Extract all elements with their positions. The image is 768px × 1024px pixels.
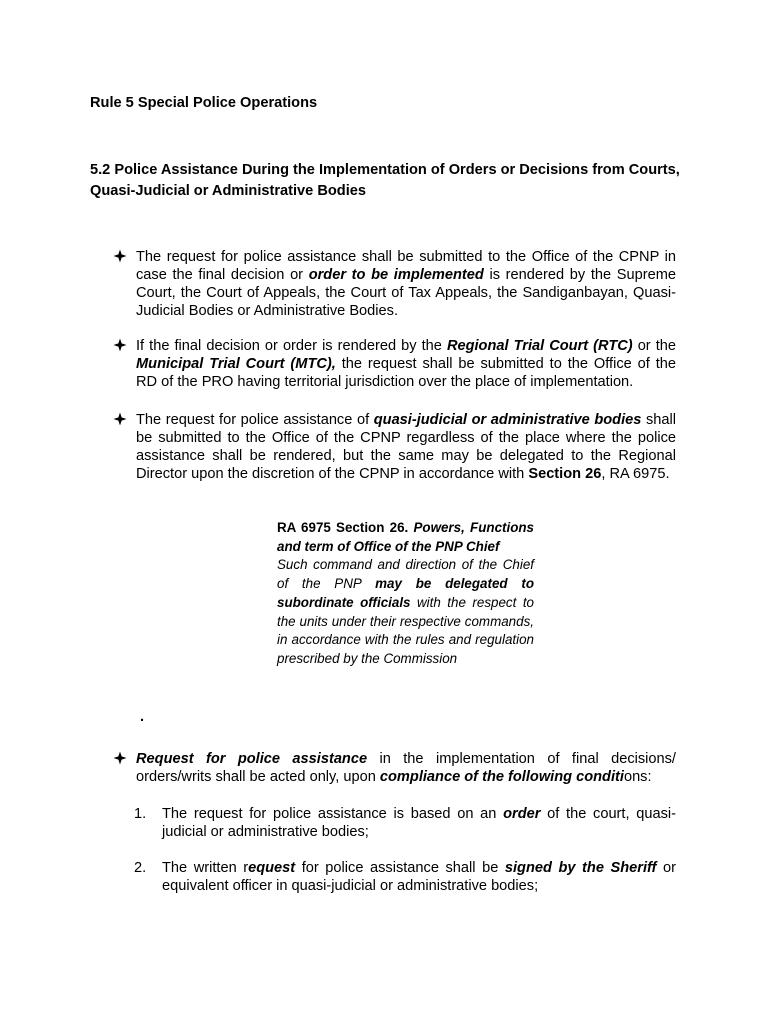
- quote-title: Powers, Functions and term of Office of the PNP Chief: [277, 520, 534, 554]
- condition-number: 2.: [134, 860, 147, 876]
- condition-text: The request for police assistance is based on an order of the court, quasi-judicial or administrative bodies;: [162, 806, 676, 840]
- diamond-star-icon: [113, 751, 127, 765]
- condition-text: The written request for police assistance shall be signed by the Sheriff or equivalent officer in quasi-judicial or administrative bodies;: [162, 860, 677, 894]
- condition-item: [134, 805, 676, 841]
- bullet-text: The request for police assistance of quasi-judicial or administrative bodies shall be submitted to the Office of the CPNP regardless of the place where the police assistance shall be rendered, but the same may be delegated to the Regional Director upon the discretion of the CPNP in accordance with Section 26, RA 6975.: [136, 412, 676, 482]
- page-title: Rule 5 Special Police Operations: [90, 95, 318, 111]
- bullet-item: [113, 248, 676, 320]
- bullet-text: Request for police assistance in the implementation of final decisions/ orders/writs shall be acted only, upon compliance of the following conditions:: [136, 751, 676, 785]
- bullet-text: The request for police assistance shall be submitted to the Office of the CPNP in case the final decision or order to be implemented is rendered by the Supreme Court, the Court of Appeals, the Court of Tax Appeals, the Sandiganbayan, Quasi- Judicial Bodies or Administrative Bodies.: [136, 249, 676, 319]
- bullet-item: [113, 750, 676, 786]
- condition-item: [134, 859, 676, 895]
- bullet-text: If the final decision or order is rendered by the Regional Trial Court (RTC) or the Municipal Trial Court (MTC), the request shall be submitted to the Office of the RD of the PRO having territorial jurisdiction over the place of implementation.: [136, 338, 677, 390]
- condition-number: 1.: [134, 806, 147, 822]
- bullet-item: [113, 411, 676, 483]
- section-heading: 5.2 Police Assistance During the Implementation of Orders or Decisions from Courts, Quasi-Judicial or Administrative Bodies: [90, 162, 680, 199]
- diamond-star-icon: [113, 249, 127, 263]
- stray-dot: .: [140, 709, 145, 725]
- bullet-item: [113, 337, 676, 391]
- diamond-star-icon: [113, 338, 127, 352]
- diamond-star-icon: [113, 412, 127, 426]
- legal-quote: RA 6975 Section 26. Powers, Functions and term of Office of the PNP Chief Such command and direction of the Chief of the PNP may be delegated to subordinate officials with the respect to the units under their respective commands, in accordance with the rules and regulation prescribed by the Commission: [277, 520, 535, 666]
- quote-reference: RA 6975 Section 26.: [277, 520, 409, 535]
